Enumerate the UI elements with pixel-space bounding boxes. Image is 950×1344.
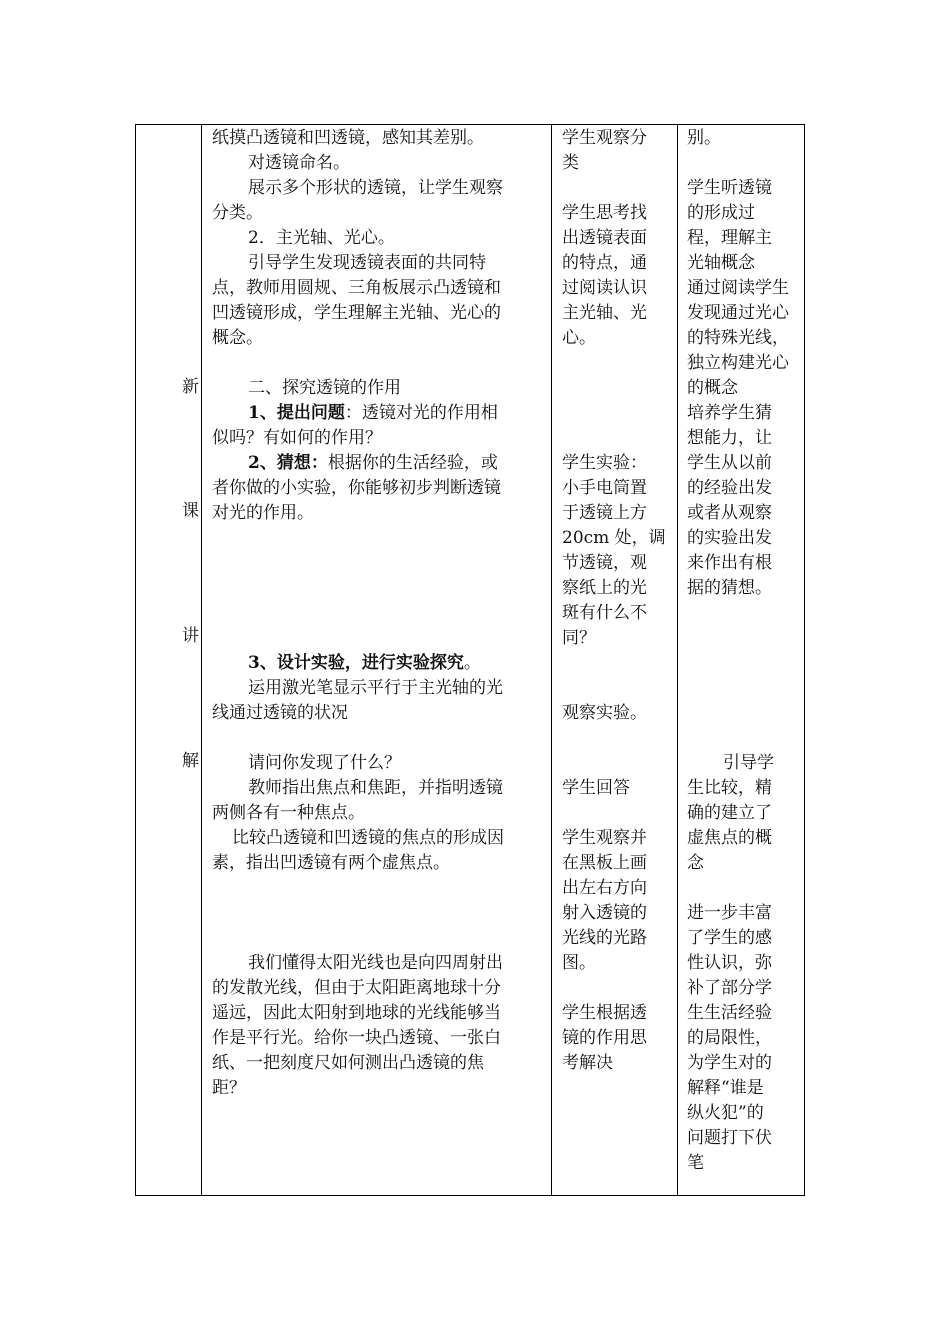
intent-line: 纵火犯”的: [687, 1103, 764, 1123]
student-line: 学生观察分: [562, 128, 647, 148]
intent-line: 生比较，精: [687, 778, 772, 798]
content-line: 遥远，因此太阳射到地球的光线能够当: [212, 1003, 501, 1023]
student-line: 察纸上的光: [562, 578, 647, 598]
intent-line: 别。: [687, 128, 721, 148]
student-line: 类: [562, 153, 579, 173]
student-line: 于透镜上方: [562, 503, 647, 523]
column-divider: [201, 125, 202, 1195]
intent-line: 独立构建光心: [687, 353, 789, 373]
intent-line: 学生从以前: [687, 453, 772, 473]
bold-heading: 1、提出问题: [248, 403, 345, 423]
intent-line: 的特殊光线，: [687, 328, 789, 348]
content-line: 对光的作用。: [212, 503, 314, 523]
student-line: 的特点，通: [562, 253, 647, 273]
intent-line: 的形成过: [687, 203, 755, 223]
section-label-char: 新: [182, 377, 199, 397]
intent-line: 确的建立了: [687, 803, 772, 823]
student-line: 图。: [562, 953, 596, 973]
student-line: 主光轴、光: [562, 303, 647, 323]
intent-line: 来作出有根: [687, 553, 772, 573]
intent-line: 的经验出发: [687, 478, 772, 498]
content-column: [212, 126, 548, 1101]
lesson-plan-table: [135, 124, 805, 1196]
content-text: 。: [463, 653, 481, 673]
student-line: 同？: [562, 628, 596, 648]
intent-line: 发现通过光心: [687, 303, 789, 323]
student-line: 学生实验：: [562, 453, 647, 473]
content-line: 比较凸透镜和凹透镜的焦点的形成因: [232, 828, 504, 848]
student-line: 光线的光路: [562, 928, 647, 948]
bold-heading: 3、设计实验，进行实验探究: [248, 653, 464, 673]
section-label-char: 解: [182, 751, 199, 771]
content-line: 2．主光轴、光心。: [248, 228, 395, 248]
content-line: [212, 451, 548, 476]
intent-line: 通过阅读学生: [687, 278, 789, 298]
student-line: 节透镜，观: [562, 553, 647, 573]
intent-line: 的局限性，: [687, 1028, 772, 1048]
intent-line: 引导学: [723, 753, 774, 773]
intent-line: 学生听透镜: [687, 178, 772, 198]
intent-line: 念: [687, 853, 704, 873]
student-line: 心。: [562, 328, 596, 348]
student-line: 学生思考找: [562, 203, 647, 223]
intent-line: 的概念: [687, 378, 738, 398]
student-line: 在黑板上画: [562, 853, 647, 873]
student-line: 过阅读认识: [562, 278, 647, 298]
content-line: 请问你发现了什么？: [248, 753, 401, 773]
content-line: 的发散光线，但由于太阳距离地球十分: [212, 978, 501, 998]
student-line: 20cm 处，调: [562, 528, 666, 548]
content-line: 纸摸凸透镜和凹透镜，感知其差别。: [212, 128, 484, 148]
intent-line: 生生活经验: [687, 1003, 772, 1023]
content-line: 作是平行光。给你一块凸透镜、一张白: [212, 1028, 501, 1048]
content-line: 纸、一把刻度尺如何测出凸透镜的焦: [212, 1053, 484, 1073]
content-line: 两侧各有一种焦点。: [212, 803, 365, 823]
content-line: 展示多个形状的透镜，让学生观察: [248, 178, 503, 198]
student-activity-column: [562, 126, 674, 1076]
intent-line: 问题打下伏: [687, 1128, 772, 1148]
section-heading: 二、探究透镜的作用: [248, 378, 401, 398]
intent-line: 进一步丰富: [687, 903, 772, 923]
content-line: 引导学生发现透镜表面的共同特: [248, 253, 486, 273]
intent-line: 了学生的感: [687, 928, 772, 948]
content-line: 点，教师用圆规、三角板展示凸透镜和: [212, 278, 501, 298]
content-line: 我们懂得太阳光线也是向四周射出: [248, 953, 503, 973]
content-line: 运用激光笔显示平行于主光轴的光: [248, 678, 503, 698]
column-divider: [551, 125, 552, 1195]
content-line: 教师指出焦点和焦距，并指明透镜: [248, 778, 503, 798]
intent-line: 为学生对的: [687, 1053, 772, 1073]
intent-line: 虚焦点的概: [687, 828, 772, 848]
student-line: 学生根据透: [562, 1003, 647, 1023]
bold-heading: 2、猜想：: [248, 453, 328, 473]
intent-line: 笔: [687, 1153, 704, 1173]
intent-line: 解释“谁是: [687, 1078, 764, 1098]
content-text: ：透镜对光的作用相: [344, 403, 498, 423]
intent-line: 程，理解主: [687, 228, 772, 248]
content-line: 分类。: [212, 203, 263, 223]
content-line: 似吗？有如何的作用？: [212, 428, 382, 448]
content-line: 者你做的小实验，你能够初步判断透镜: [212, 478, 501, 498]
content-line: 素，指出凹透镜有两个虚焦点。: [212, 853, 450, 873]
intent-line: 性认识，弥: [687, 953, 772, 973]
intent-line: 或者从观察: [687, 503, 772, 523]
student-line: 射入透镜的: [562, 903, 647, 923]
student-line: 斑有什么不: [562, 603, 647, 623]
content-line: 对透镜命名。: [248, 153, 350, 173]
intent-line: 光轴概念: [687, 253, 755, 273]
column-divider: [677, 125, 678, 1195]
student-line: 镜的作用思: [562, 1028, 647, 1048]
intent-line: 想能力，让: [687, 428, 772, 448]
design-intent-column: [687, 126, 803, 1176]
student-line: 学生观察并: [562, 828, 647, 848]
content-line: 线通过透镜的状况: [212, 703, 348, 723]
content-line: 凹透镜形成，学生理解主光轴、光心的: [212, 303, 501, 323]
section-label-char: 讲: [182, 626, 199, 646]
section-label-char: 课: [182, 501, 199, 521]
content-line: [212, 401, 548, 426]
student-line: 学生回答: [562, 778, 630, 798]
intent-line: 据的猜想。: [687, 578, 772, 598]
content-line: 概念。: [212, 328, 263, 348]
intent-line: 补了部分学: [687, 978, 772, 998]
student-line: 考解决: [562, 1053, 613, 1073]
student-line: 出左右方向: [562, 878, 647, 898]
student-line: 小手电筒置: [562, 478, 647, 498]
student-line: 出透镜表面: [562, 228, 647, 248]
intent-line: 的实验出发: [687, 528, 772, 548]
content-line: [212, 651, 548, 676]
intent-line: 培养学生猜: [687, 403, 772, 423]
content-text: 根据你的生活经验，或: [327, 453, 498, 473]
content-line: 距？: [212, 1078, 246, 1098]
student-line: 观察实验。: [562, 703, 647, 723]
